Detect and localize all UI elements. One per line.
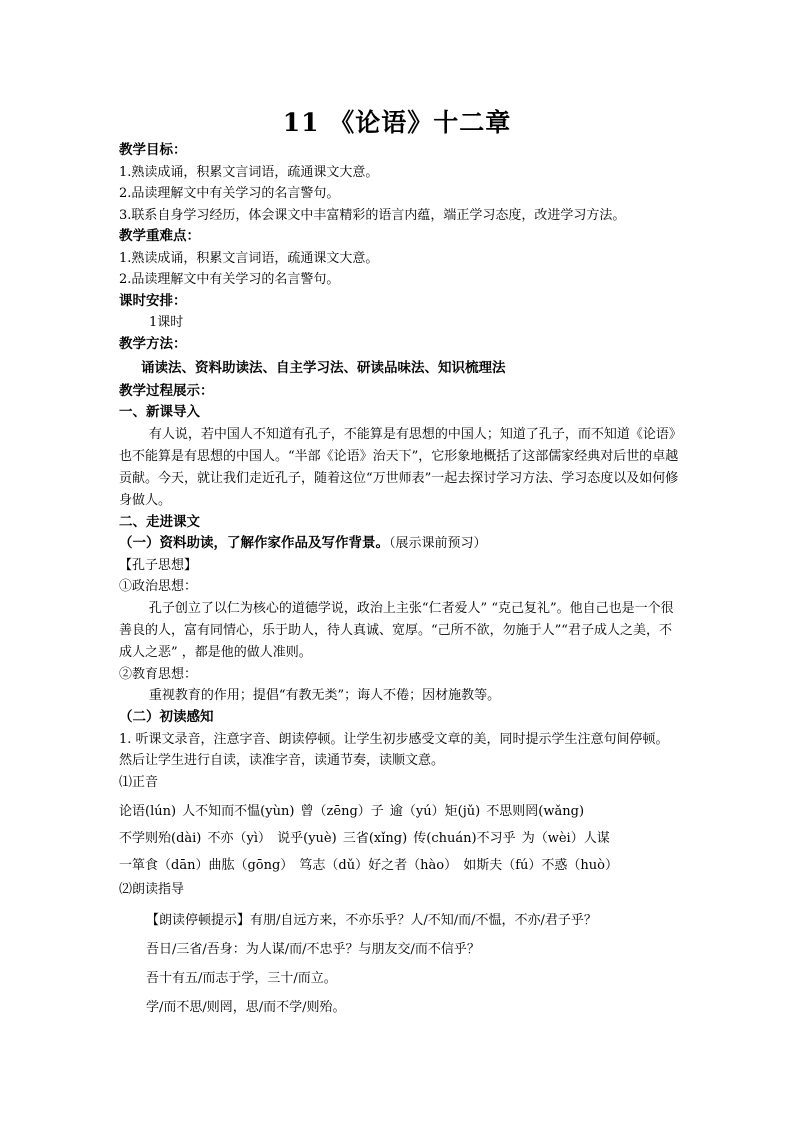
goal-item: 2.品读理解文中有关学习的名言警句。 — [119, 186, 340, 201]
sub2-text: 1. 听课文录音，注意字音、朗读停顿。让学生初步感受文章的美，同时提示学生注意句间停顿。然后让学生进行自读，读准字音，读通节奏，读顺文意。 — [119, 731, 669, 768]
key-points-heading: 教学重难点： — [119, 228, 200, 244]
reading-tip: 【朗读停顿提示】有朋/自远方来，不亦乐乎？人/不知/而/不愠，不亦/君子乎？ — [146, 912, 597, 928]
schedule-value: 1课时 — [149, 315, 184, 330]
goal-item: 1.熟读成诵，积累文言词语，疏通课文大意。 — [119, 164, 379, 180]
sub1-note: （展示课前预习） — [389, 536, 487, 551]
section2-heading: 二、走进课文 — [119, 513, 200, 530]
sub2-heading: （二）初读感知 — [119, 709, 214, 725]
sub1-heading: （一）资料助读，了解作家作品及写作背景。 — [119, 535, 389, 551]
reading-tip: 学/而不思/则罔，思/而不学/则殆。 — [146, 999, 346, 1015]
pronunciation-line: 不学则殆(dài) 不亦（yì） 说乎(yuè) 三省(xǐng) 传(chuán)不习乎 为（wèi）人谋 — [119, 831, 610, 846]
confucius-heading: 【孔子思想】 — [119, 557, 198, 573]
politics-text: 孔子创立了以仁为核心的道德学说，政治上主张“仁者爱人” “克己复礼”。他自己也是一个很善良的人，富有同情心，乐于助人，待人真诚、宽厚。“己所不欲，勿施于人”“君子成人之美，不成人之恶” ，都是他的做人准则。 — [119, 600, 674, 660]
methods-heading: 教学方法： — [119, 335, 187, 352]
goals-heading: 教学目标： — [119, 142, 187, 158]
sub1-line — [119, 533, 679, 555]
process-heading: 教学过程展示： — [119, 382, 214, 399]
section1-heading: 一、新课导入 — [119, 404, 200, 420]
pronunciation-line: 论语(lún) 人不知而不愠(yùn) 曾（zēng）子 逾（yú）矩(jǔ) 不思则罔(wǎng) — [119, 804, 585, 819]
goal-item: 3.联系自身学习经历，体会课文中丰富精彩的语言内蕴，端正学习态度，改进学习方法。 — [119, 207, 626, 223]
methods-value: 诵读法、资料助读法、自主学习法、研读品味法、知识梳理法 — [141, 360, 506, 376]
page-title: 11 《论语》十二章 — [282, 108, 512, 137]
politics-label: ①政治思想： — [119, 579, 198, 594]
reading-tip: 吾日/三省/吾身：为人谋/而/不忠乎？与朋友交/而不信乎？ — [146, 941, 480, 957]
pronunciation-line: 一箪食（dān）曲肱（gōng） 笃志（dǔ）好之者（hào） 如斯夫（fú）不惑（huò） — [119, 858, 618, 873]
reading-label: ⑵朗读指导 — [119, 882, 185, 897]
education-label: ②教育思想： — [119, 666, 198, 682]
pronunciation-label: ⑴正音 — [119, 774, 159, 790]
document-body — [119, 140, 679, 1022]
key-point-item: 1.熟读成诵，积累文言词语，疏通课文大意。 — [119, 250, 379, 266]
key-point-item: 2.品读理解文中有关学习的名言警句。 — [119, 272, 340, 287]
reading-tip: 吾十有五/而志于学，三十/而立。 — [146, 970, 337, 986]
intro-paragraph: 有人说，若中国人不知道有孔子，不能算是有思想的中国人；知道了孔子，而不知道《论语》也不能算是有思想的中国人。“半部《论语》治天下”，它形象地概括了这部儒家经典对后世的卓越贡献。今天，就让我们走近孔子，随着这位“万世师表”一起去探讨学习方法、学习态度以及如何修身做人。 — [119, 426, 679, 508]
schedule-heading: 课时安排： — [119, 292, 187, 309]
education-text: 重视教育的作用；提倡“有教无类”；诲人不倦；因材施教等。 — [148, 688, 501, 703]
